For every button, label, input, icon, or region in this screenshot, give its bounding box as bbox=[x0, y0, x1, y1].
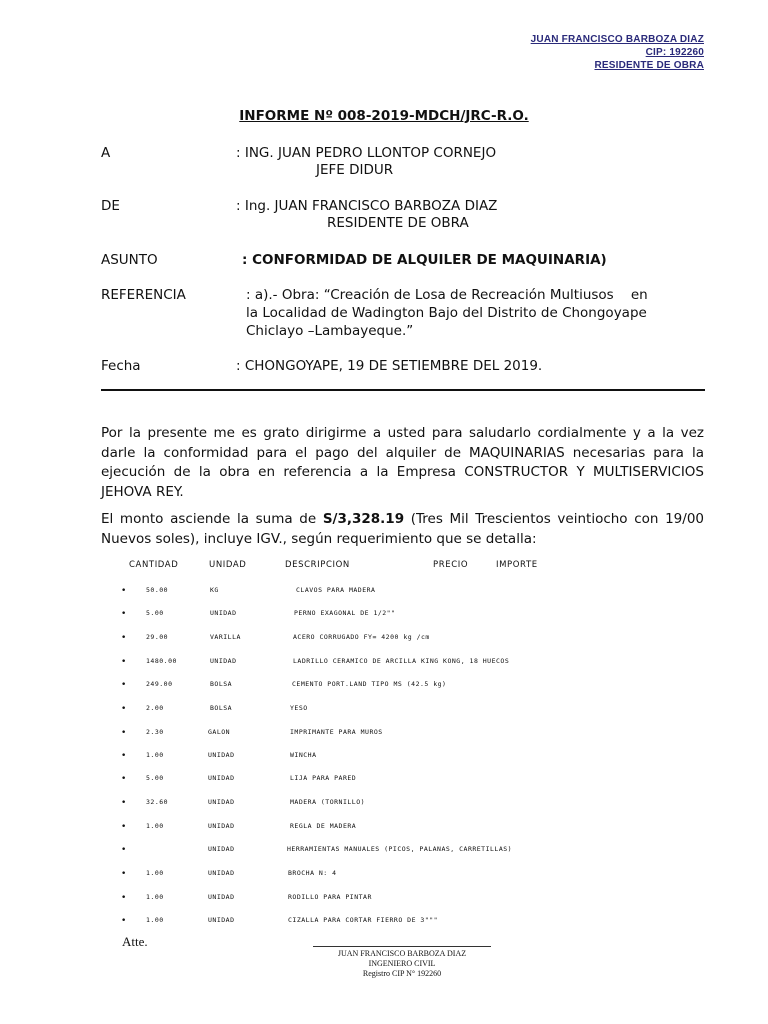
bullet: • bbox=[121, 586, 127, 596]
bullet: • bbox=[121, 704, 127, 714]
row-unit: UNIDAD bbox=[208, 798, 235, 806]
row-unit: VARILLA bbox=[210, 633, 241, 641]
bullet: • bbox=[121, 869, 127, 879]
table-row bbox=[0, 869, 768, 883]
from-label: DE bbox=[101, 198, 120, 214]
row-qty: 1.00 bbox=[146, 822, 164, 830]
row-desc: BROCHA N: 4 bbox=[288, 869, 337, 877]
row-desc: LIJA PARA PARED bbox=[290, 774, 357, 782]
row-desc: MADERA (TORNILLO) bbox=[290, 798, 366, 806]
subject-label: ASUNTO bbox=[101, 252, 158, 268]
header-name: JUAN FRANCISCO BARBOZA DIAZ bbox=[530, 34, 704, 45]
table-row bbox=[0, 798, 768, 812]
bullet: • bbox=[121, 774, 127, 784]
row-desc: PERNO EXAGONAL DE 1/2"" bbox=[294, 609, 396, 617]
to-label: A bbox=[101, 145, 111, 161]
row-desc: LADRILLO CERAMICO DE ARCILLA KING KONG, 18 HUECOS bbox=[293, 657, 510, 665]
table-row bbox=[0, 633, 768, 647]
row-qty: 32.60 bbox=[146, 798, 169, 806]
row-unit: GALON bbox=[208, 728, 231, 736]
row-qty: 1.00 bbox=[146, 751, 164, 759]
table-row bbox=[0, 609, 768, 623]
table-row bbox=[0, 704, 768, 718]
table-row bbox=[0, 845, 768, 859]
date-label: Fecha bbox=[101, 358, 141, 374]
closing-atte: Atte. bbox=[122, 934, 148, 949]
bullet: • bbox=[121, 728, 127, 738]
row-desc: HERRAMIENTAS MANUALES (PICOS, PALANAS, CARRETILLAS) bbox=[287, 845, 513, 853]
header-role: RESIDENTE DE OBRA bbox=[594, 60, 704, 71]
row-qty: 50.00 bbox=[146, 586, 169, 594]
subject-value: : CONFORMIDAD DE ALQUILER DE MAQUINARIA) bbox=[242, 252, 607, 268]
row-qty: 5.00 bbox=[146, 609, 164, 617]
col-header-cantidad: CANTIDAD bbox=[129, 560, 179, 570]
row-desc: CIZALLA PARA CORTAR FIERRO DE 3""" bbox=[288, 916, 439, 924]
reference-line2: la Localidad de Wadington Bajo del Distrito de Chongoyape bbox=[246, 305, 647, 321]
signature-title: INGENIERO CIVIL bbox=[368, 959, 436, 968]
bullet: • bbox=[121, 798, 127, 808]
body-paragraph-1: Por la presente me es grato dirigirme a usted para saludarlo cordialmente y a la vez darle la conformidad para el pago del alquiler de MAQUINARIAS necesarias para la ejecución de la obra en referencia a la Empresa CONSTRUCTOR Y MULTISERVICIOS JEHOVA REY. bbox=[101, 425, 704, 500]
row-unit: UNIDAD bbox=[208, 751, 235, 759]
table-row bbox=[0, 822, 768, 836]
row-unit: BOLSA bbox=[210, 680, 233, 688]
table-row bbox=[0, 728, 768, 742]
bullet: • bbox=[121, 845, 127, 855]
date-value: : CHONGOYAPE, 19 DE SETIEMBRE DEL 2019. bbox=[236, 358, 543, 374]
row-unit: UNIDAD bbox=[208, 916, 235, 924]
row-desc: YESO bbox=[290, 704, 308, 712]
signature-cip: Registro CIP N° 192260 bbox=[362, 969, 442, 978]
to-line1: : ING. JUAN PEDRO LLONTOP CORNEJO bbox=[236, 145, 497, 161]
row-unit: UNIDAD bbox=[208, 893, 235, 901]
row-unit: UNIDAD bbox=[208, 774, 235, 782]
from-line1: : Ing. JUAN FRANCISCO BARBOZA DIAZ bbox=[236, 198, 498, 214]
row-desc: CLAVOS PARA MADERA bbox=[296, 586, 376, 594]
amount-value: S/3,328.19 bbox=[322, 511, 405, 527]
row-desc: REGLA DE MADERA bbox=[290, 822, 357, 830]
row-qty: 1.00 bbox=[146, 869, 164, 877]
row-desc: IMPRIMANTE PARA MUROS bbox=[290, 728, 383, 736]
row-unit: BOLSA bbox=[210, 704, 233, 712]
row-unit: UNIDAD bbox=[210, 657, 237, 665]
col-header-importe: IMPORTE bbox=[496, 560, 538, 570]
header-block bbox=[531, 33, 704, 72]
bullet: • bbox=[121, 657, 127, 667]
table-row bbox=[0, 893, 768, 907]
row-desc: CEMENTO PORT.LAND TIPO MS (42.5 kg) bbox=[292, 680, 447, 688]
row-desc: WINCHA bbox=[290, 751, 317, 759]
table-row bbox=[0, 774, 768, 788]
row-unit: KG bbox=[210, 586, 219, 594]
bullet: • bbox=[121, 822, 127, 832]
row-desc: ACERO CORRUGADO FY= 4200 kg /cm bbox=[293, 633, 430, 641]
row-qty: 2.30 bbox=[146, 728, 164, 736]
amount-prefix: El monto asciende la suma de bbox=[101, 511, 323, 527]
body-paragraph-2 bbox=[101, 510, 704, 549]
header-cip: CIP: 192260 bbox=[645, 47, 704, 58]
signature-name: JUAN FRANCISCO BARBOZA DIAZ bbox=[337, 949, 467, 958]
bullet: • bbox=[121, 751, 127, 761]
row-qty: 1.00 bbox=[146, 893, 164, 901]
bullet: • bbox=[121, 609, 127, 619]
table-row bbox=[0, 657, 768, 671]
report-title: INFORME Nº 008-2019-MDCH/JRC-R.O. bbox=[239, 108, 529, 124]
row-qty: 1.00 bbox=[146, 916, 164, 924]
row-qty: 5.00 bbox=[146, 774, 164, 782]
col-header-precio: PRECIO bbox=[433, 560, 469, 570]
divider bbox=[101, 389, 705, 391]
to-line2: JEFE DIDUR bbox=[316, 162, 394, 178]
row-qty: 29.00 bbox=[146, 633, 169, 641]
row-unit: UNIDAD bbox=[208, 845, 235, 853]
col-header-unidad: UNIDAD bbox=[209, 560, 247, 570]
table-row bbox=[0, 916, 768, 930]
bullet: • bbox=[121, 633, 127, 643]
row-qty: 2.00 bbox=[146, 704, 164, 712]
row-unit: UNIDAD bbox=[208, 822, 235, 830]
row-qty: 249.00 bbox=[146, 680, 173, 688]
row-unit: UNIDAD bbox=[210, 609, 237, 617]
row-qty: 1480.00 bbox=[146, 657, 177, 665]
table-row bbox=[0, 751, 768, 765]
bullet: • bbox=[121, 893, 127, 903]
reference-line3: Chiclayo –Lambayeque.” bbox=[246, 323, 414, 339]
from-line2: RESIDENTE DE OBRA bbox=[327, 215, 469, 231]
row-desc: RODILLO PARA PINTAR bbox=[288, 893, 372, 901]
bullet: • bbox=[121, 680, 127, 690]
reference-label: REFERENCIA bbox=[101, 287, 186, 303]
table-row bbox=[0, 680, 768, 694]
amount-suffix: (Tres Mil Trescientos veintiocho con 19/00 Nuevos soles), incluye IGV., según requerimiento que se detalla: bbox=[101, 511, 704, 547]
col-header-descripcion: DESCRIPCION bbox=[285, 560, 350, 570]
row-unit: UNIDAD bbox=[208, 869, 235, 877]
reference-line1: : a).- Obra: “Creación de Losa de Recreación Multiusos en bbox=[246, 287, 648, 303]
signature-line bbox=[313, 946, 491, 947]
bullet: • bbox=[121, 916, 127, 926]
table-row bbox=[0, 586, 768, 600]
